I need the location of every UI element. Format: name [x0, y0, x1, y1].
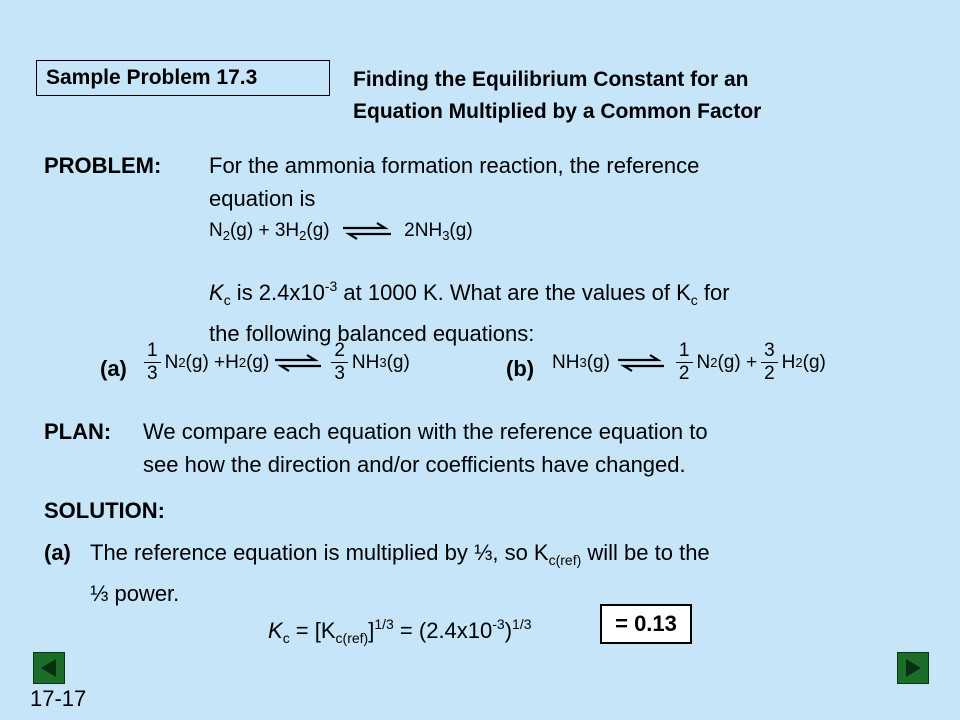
kc-sub: c	[223, 292, 231, 308]
eq-b-n2-phase: (g) +	[717, 351, 758, 373]
plan-label: PLAN:	[44, 419, 112, 444]
ref-h2-sub: 2	[299, 228, 307, 243]
equilibrium-arrows-icon	[273, 353, 323, 373]
solution-line-1-start: The reference equation is multiplied by ⅓, so K	[90, 540, 549, 565]
kc-line-1	[209, 270, 730, 317]
frac-den: 2	[678, 363, 690, 384]
solution-text	[90, 536, 710, 610]
equation-b-fraction-1	[676, 340, 693, 385]
equation-b-label: (b)	[506, 356, 535, 381]
problem-line-2: equation is	[209, 186, 316, 211]
calc-close: ]	[368, 618, 375, 643]
eq-b-nh3-sub: 3	[579, 355, 587, 370]
kc-mid: is 2.4x10	[230, 280, 325, 305]
answer-box	[600, 604, 692, 644]
equation-a	[140, 340, 410, 385]
previous-slide-button[interactable]	[33, 652, 65, 684]
eq-b-h2-phase: (g)	[802, 351, 826, 373]
calc-ref-sub: c(ref)	[335, 630, 369, 646]
ref-product-phase: (g)	[449, 220, 473, 241]
solution-label: SOLUTION:	[44, 498, 165, 523]
triangle-right-icon	[902, 657, 924, 679]
sample-problem-text: Sample Problem 17.3	[46, 66, 258, 89]
ref-product: 2NH	[404, 220, 443, 241]
calc-exp-1: 1/3	[374, 616, 394, 632]
eq-a-nh3-sub: 3	[379, 355, 387, 370]
next-slide-button[interactable]	[897, 652, 929, 684]
answer-value: = 0.13	[615, 611, 677, 636]
eq-b-n2: N	[696, 351, 711, 373]
eq-a-n2: N	[164, 351, 179, 373]
title-line-1: Finding the Equilibrium Constant for an	[353, 68, 749, 91]
calc-exp-3: 1/3	[512, 616, 532, 632]
triangle-left-icon	[38, 657, 60, 679]
problem-line-1: For the ammonia formation reaction, the reference	[209, 153, 700, 178]
solution-part-label: (a)	[44, 540, 71, 565]
eq-b-h2-sub: 2	[795, 355, 803, 370]
equation-b-fraction-2	[761, 340, 778, 385]
kc-exp: -3	[324, 278, 338, 294]
kc-end: for	[697, 280, 730, 305]
calc-mid: = (2.4x10	[393, 618, 493, 643]
equilibrium-arrows-icon	[341, 221, 393, 241]
ref-product-sub: 3	[442, 228, 450, 243]
eq-a-h2-phase: (g)	[246, 351, 270, 373]
eq-a-n2-sub: 2	[178, 355, 186, 370]
sample-problem-label	[36, 60, 330, 96]
title-line-2: Equation Multiplied by a Common Factor	[353, 100, 762, 123]
kc-rest: at 1000 K. What are the values of K	[337, 280, 691, 305]
eq-a-h2-sub: 2	[238, 355, 247, 370]
ref-h2-phase: (g)	[306, 220, 330, 241]
equilibrium-arrows-icon	[616, 353, 666, 373]
equation-a-label: (a)	[100, 356, 127, 381]
eq-a-nh3-phase: (g)	[386, 351, 410, 373]
frac-den: 3	[334, 363, 345, 384]
frac-num: 1	[144, 340, 161, 363]
calc-eq: = [K	[289, 618, 336, 643]
calc-exp-2: -3	[492, 616, 505, 632]
problem-statement	[209, 149, 699, 215]
frac-num: 1	[676, 340, 693, 363]
plan-line-2: see how the direction and/or coefficients have changed.	[143, 452, 686, 477]
reference-equation	[209, 220, 473, 243]
eq-b-nh3: NH	[552, 351, 580, 373]
kc-statement	[209, 270, 730, 350]
equation-b	[552, 340, 826, 385]
solution-line-2: ⅓ power.	[90, 581, 180, 606]
problem-title	[353, 64, 761, 128]
kc-k: K	[209, 280, 224, 305]
plan-line-1: We compare each equation with the reference equation to	[143, 419, 708, 444]
kc-sub-2: c	[690, 292, 698, 308]
kc-line-2: the following balanced equations:	[209, 321, 535, 346]
equation-a-fraction-2	[331, 340, 348, 385]
eq-a-mid: (g) +H	[185, 351, 239, 373]
calc-paren: )	[504, 618, 513, 643]
solution-line-1-sub: c(ref)	[548, 552, 582, 568]
eq-b-n2-sub: 2	[710, 355, 718, 370]
ref-n2-sub: 2	[222, 228, 230, 243]
calc-k: K	[268, 618, 283, 643]
eq-b-nh3-phase: (g)	[586, 351, 610, 373]
slide-number: 17-17	[30, 686, 87, 711]
plan-text	[143, 415, 708, 481]
eq-a-nh3: NH	[351, 351, 380, 373]
frac-den: 2	[764, 363, 775, 384]
problem-label: PROBLEM:	[44, 153, 162, 178]
frac-num: 3	[761, 340, 778, 363]
eq-b-h2: H	[781, 351, 796, 373]
calc-k-sub: c	[282, 630, 290, 646]
frac-den: 3	[147, 363, 158, 384]
ref-n2: N	[209, 220, 223, 241]
solution-calculation	[268, 608, 532, 655]
solution-line-1-end: will be to the	[581, 540, 710, 565]
frac-num: 2	[331, 340, 348, 363]
ref-n2-phase: (g) + 3H	[229, 220, 300, 241]
equation-a-fraction-1	[144, 340, 161, 385]
solution-line-1	[90, 536, 710, 577]
